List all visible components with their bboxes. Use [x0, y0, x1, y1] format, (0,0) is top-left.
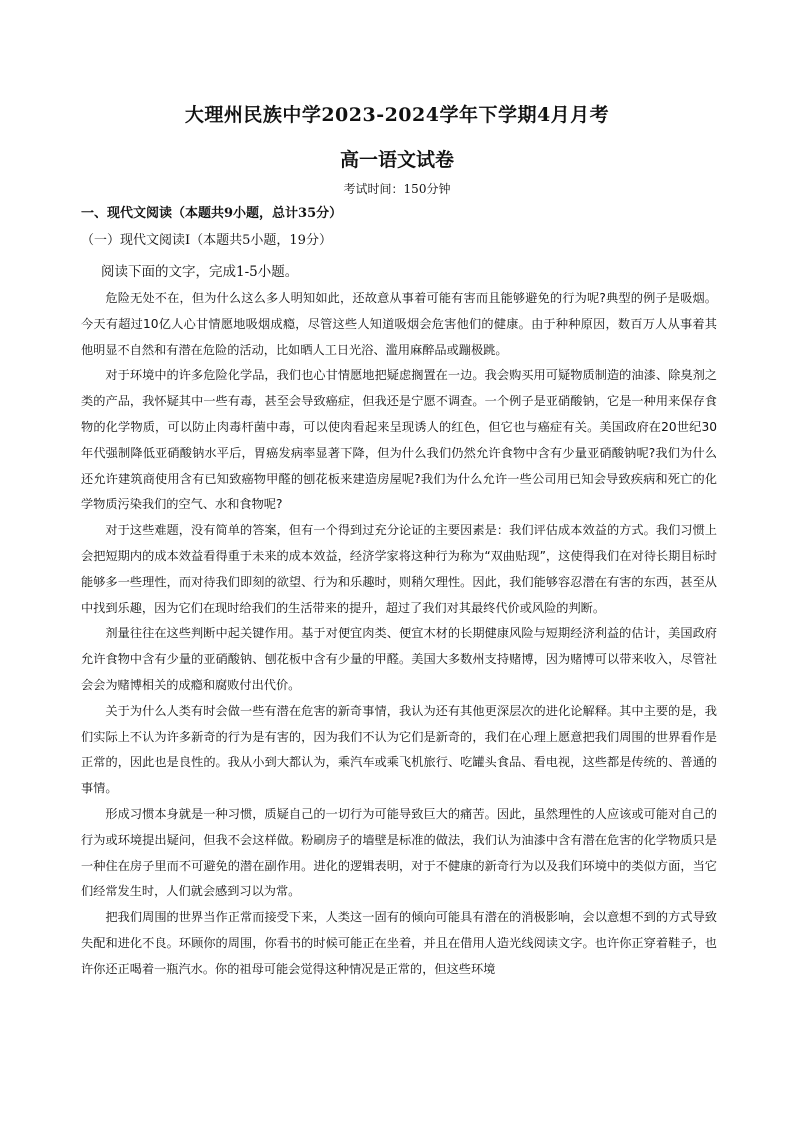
reading-instruction: 阅读下面的文字，完成1-5小题。 — [101, 264, 299, 280]
exam-subtitle: 高一语文试卷 — [339, 149, 454, 171]
passage-paragraph: 形成习惯本身就是一种习惯，质疑自己的一切行为可能导致巨大的痛苦。因此，虽然理性的人应该或可能对自己的行为或环境提出疑问，但我不会这样做。粉刷房子的墙壁是标准的做法，我们认为油漆中含有潜在危害的化学物质只是一种住在房子里而不可避免的潜在副作用。进化的逻辑表明，对于不健康的新奇行为以及我们环境中的类似方面，当它们经常发生时，人们就会感到习以为常。 — [81, 806, 717, 899]
exam-title: 大理州民族中学2023-2024学年下学期4月月考 — [184, 104, 610, 126]
reading-passage — [81, 286, 717, 983]
passage-paragraph: 对于环境中的许多危险化学品，我们也心甘情愿地把疑虑搁置在一边。我会购买用可疑物质制造的油漆、除臭剂之类的产品，我怀疑其中一些有毒，甚至会导致癌症，但我还是宁愿不调查。一个例子是亚硝酸钠，它是一种用来保存食物的化学物质，可以防止肉毒杆菌中毒，可以使肉看起来呈现诱人的红色，但它也与癌症有关。美国政府在20世纪30年代强制降低亚硝酸钠水平后，胃癌发病率显著下降，但为什么我们仍然允许食物中含有少量亚硝酸钠呢?我们为什么还允许建筑商使用含有已知致癌物甲醛的刨花板来建造房屋呢?我们为什么允许一些公司用已知会导致疾病和死亡的化学物质污染我们的空气、水和食物呢? — [81, 368, 717, 512]
passage-paragraph: 对于这些难题，没有简单的答案，但有一个得到过充分论证的主要因素是：我们评估成本效益的方式。我们习惯上会把短期内的成本效益看得重于未来的成本效益，经济学家将这种行为称为“双曲贴现”，这使得我们在对待长期目标时能够多一些理性，而对待我们即刻的欲望、行为和乐趣时，则稍欠理性。因此，我们能够容忍潜在有害的东西，甚至从中找到乐趣，因为它们在现时给我们的生活带来的提升，超过了我们对其最终代价或风险的判断。 — [81, 523, 717, 615]
passage-paragraph: 把我们周围的世界当作正常而接受下来，人类这一固有的倾向可能具有潜在的消极影响，会以意想不到的方式导致失配和进化不良。环顾你的周围，你看书的时候可能正在坐着，并且在借用人造光线阅读文字。也许你正穿着鞋子，也许你还正喝着一瓶汽水。你的祖母可能会觉得这种情况是正常的，但这些环境 — [81, 910, 717, 976]
passage-paragraph: 剂量往往在这些判断中起关键作用。基于对便宜肉类、便宜木材的长期健康风险与短期经济利益的估计，美国政府允许食物中含有少量的亚硝酸钠、刨花板中含有少量的甲醛。美国大多数州支持赌博，因为赌博可以带来收入，尽管社会会为赌博相关的成瘾和腐败付出代价。 — [81, 626, 717, 692]
section-heading: 一、现代文阅读（本题共9小题，总计35分） — [81, 206, 343, 221]
passage-paragraph: 危险无处不在，但为什么这么多人明知如此，还故意从事着可能有害而且能够避免的行为呢?典型的例子是吸烟。今天有超过10亿人心甘情愿地吸烟成瘾，尽管这些人知道吸烟会危害他们的健康。由于种种原因，数百万人从事着其他明显不自然和有潜在危险的活动，比如晒人工日光浴、滥用麻醉品或蹦极跳。 — [81, 291, 717, 357]
passage-paragraph: 关于为什么人类有时会做一些有潜在危害的新奇事情，我认为还有其他更深层次的进化论解释。其中主要的是，我们实际上不认为许多新奇的行为是有害的，因为我们不认为它们是新奇的，我们在心理上愿意把我们周围的世界看作是正常的，因此也是良性的。我从小到大都认为，乘汽车或乘飞机旅行、吃罐头食品、看电视，这些都是传统的、普通的事情。 — [81, 703, 717, 796]
section-subheading: （一）现代文阅读Ⅰ（本题共5小题，19分） — [81, 233, 332, 248]
exam-time: 考试时间：150分钟 — [343, 182, 451, 196]
